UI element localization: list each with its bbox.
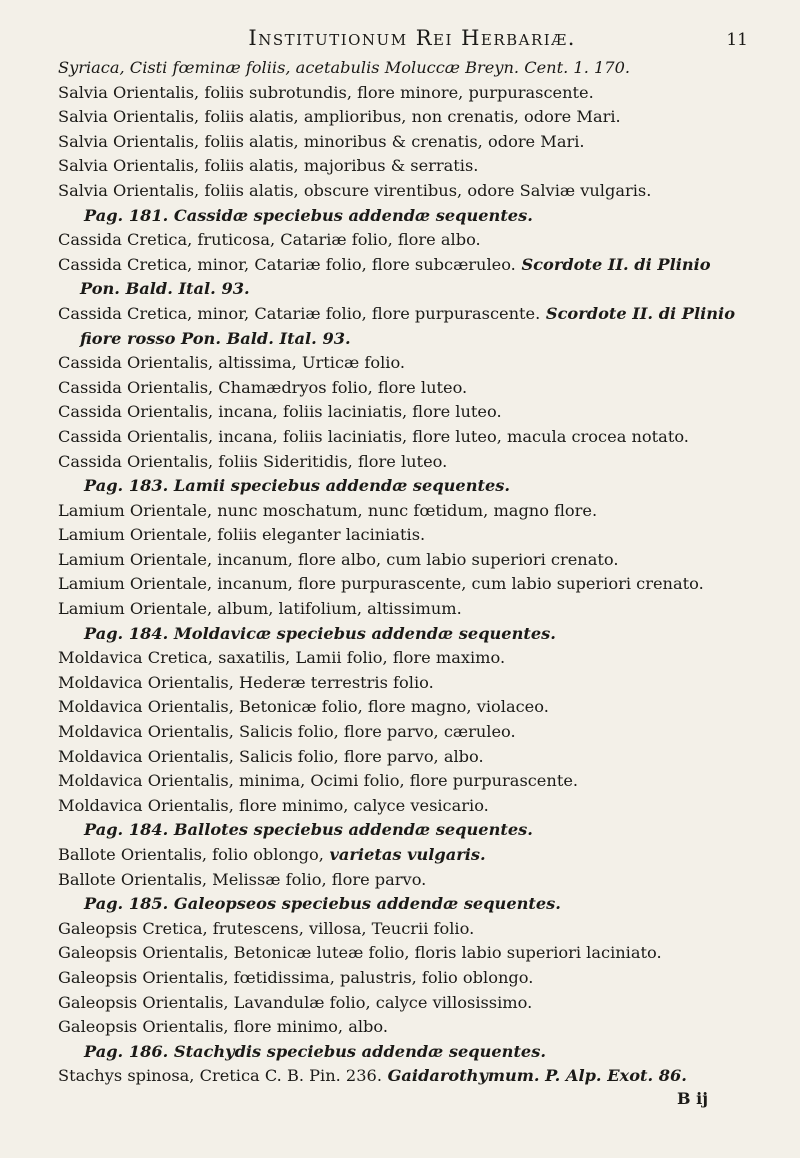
list-item [58, 81, 748, 106]
list-item [58, 794, 748, 819]
entry-text: Cassida Orientalis, Chamædryos folio, flore luteo. [58, 377, 468, 397]
list-item [58, 130, 748, 155]
entries-list [58, 56, 748, 1089]
entry-text: Moldavica Orientalis, Betonicæ folio, flore magno, violaceo. [58, 697, 549, 717]
list-item [58, 450, 748, 475]
list-item [58, 917, 748, 942]
entry-text: Lamium Orientale, nunc moschatum, nunc fœtidum, magno flore. [58, 500, 598, 520]
list-item [58, 351, 748, 376]
entry-text: Moldavica Orientalis, minima, Ocimi folio, flore purpurascente. [58, 771, 579, 791]
entry-text: Salvia Orientalis, foliis alatis, minoribus & crenatis, odore Mari. [58, 131, 585, 151]
running-head: Institutionum Rei Herbariæ. [248, 26, 576, 50]
entry-text: Cassida Orientalis, altissima, Urticæ folio. [58, 353, 406, 373]
list-item [58, 499, 748, 524]
entry-reference: Scordote II. di Plinio fiore rosso Pon. Bald. Ital. 93. [80, 303, 735, 348]
list-item [58, 548, 748, 573]
entry-text: Ballote Orientalis, folio oblongo, [58, 845, 324, 864]
entry-text: Galeopsis Cretica, frutescens, villosa, Teucrii folio. [58, 918, 475, 938]
list-item [58, 105, 748, 130]
entry-text: Pag. 186. Stachydis speciebus addendæ sequentes. [84, 1041, 546, 1061]
list-item [58, 966, 748, 991]
entry-text: Lamium Orientale, album, latifolium, altissimum. [58, 599, 462, 619]
signature-mark: B ij [677, 1088, 708, 1108]
entry-text: Salvia Orientalis, foliis alatis, obscure virentibus, odore Salviæ vulgaris. [58, 180, 652, 200]
page-number: 11 [726, 30, 748, 50]
list-item [58, 769, 748, 794]
section-heading [58, 474, 748, 499]
list-item [58, 671, 748, 696]
section-heading [58, 818, 748, 843]
list-item [58, 868, 748, 893]
entry-text: Moldavica Orientalis, Salicis folio, flore parvo, cæruleo. [58, 722, 516, 742]
section-heading [58, 1040, 748, 1065]
entry-text: Salvia Orientalis, foliis alatis, amplioribus, non crenatis, odore Mari. [58, 107, 621, 127]
entry-text: Cassida Cretica, minor, Catariæ folio, flore purpurascente. [58, 303, 541, 323]
list-item [58, 991, 748, 1016]
list-item [58, 941, 748, 966]
entry-text: Moldavica Orientalis, flore minimo, calyce vesicario. [58, 795, 489, 815]
list-item [58, 523, 748, 548]
list-item [58, 376, 748, 401]
entry-text: Cassida Cretica, minor, Catariæ folio, flore subcæruleo. [58, 254, 516, 274]
page-header [58, 26, 748, 50]
list-item [58, 179, 748, 204]
entry-text: Moldavica Cretica, saxatilis, Lamii folio, flore maximo. [58, 648, 506, 668]
entry-text: Pag. 185. Galeopseos speciebus addendæ sequentes. [84, 894, 561, 914]
entry-text: Cassida Cretica, fruticosa, Catariæ folio, flore albo. [58, 230, 481, 250]
list-item [58, 302, 748, 351]
entry-text: Stachys spinosa, Cretica C. B. Pin. 236. [58, 1066, 382, 1086]
entry-text: Galeopsis Orientalis, flore minimo, albo. [58, 1017, 389, 1037]
list-item [58, 400, 748, 425]
entry-text: Lamium Orientale, incanum, flore purpurascente, cum labio superiori crenato. [58, 574, 704, 594]
entry-reference: varietas vulgaris. [323, 845, 486, 864]
entry-text: Cassida Orientalis, incana, foliis laciniatis, flore luteo. [58, 402, 502, 422]
entry-text: Lamium Orientale, incanum, flore albo, cum labio superiori crenato. [58, 549, 619, 569]
list-item [58, 425, 748, 450]
entry-text: Pag. 184. Ballotes speciebus addendæ sequentes. [84, 820, 533, 840]
entry-reference: Scordote II. di Plinio Pon. Bald. Ital. 93. [80, 254, 711, 299]
list-item [58, 843, 748, 868]
list-item [58, 745, 748, 770]
entry-text: Lamium Orientale, foliis eleganter laciniatis. [58, 525, 426, 545]
entry-text: Moldavica Orientalis, Hederæ terrestris folio. [58, 672, 434, 692]
list-item [58, 1064, 748, 1089]
entry-text: Moldavica Orientalis, Salicis folio, flore parvo, albo. [58, 746, 484, 766]
list-item [58, 1015, 748, 1040]
section-heading [58, 892, 748, 917]
entry-text: Syriaca, Cisti fœminæ foliis, acetabulis Moluccæ Breyn. Cent. 1. 170. [58, 58, 631, 77]
list-item [58, 720, 748, 745]
entry-text: Salvia Orientalis, foliis alatis, majoribus & serratis. [58, 156, 479, 176]
list-item [58, 695, 748, 720]
entry-text: Cassida Orientalis, foliis Sideritidis, flore luteo. [58, 451, 448, 471]
entry-text: Cassida Orientalis, incana, foliis laciniatis, flore luteo, macula crocea notato. [58, 426, 689, 446]
section-heading [58, 204, 748, 229]
list-item [58, 253, 748, 302]
entry-text: Pag. 181. Cassidæ speciebus addendæ sequentes. [84, 205, 533, 225]
list-item [58, 597, 748, 622]
entry-text: Galeopsis Orientalis, Lavandulæ folio, calyce villosissimo. [58, 992, 533, 1012]
entry-text: Galeopsis Orientalis, fœtidissima, palustris, folio oblongo. [58, 967, 534, 987]
entry-reference: Gaidarothymum. P. Alp. Exot. 86. [381, 1066, 687, 1086]
entry-text: Pag. 183. Lamii speciebus addendæ sequentes. [84, 476, 511, 496]
list-item [58, 228, 748, 253]
entry-text: Salvia Orientalis, foliis subrotundis, flore minore, purpurascente. [58, 82, 594, 102]
section-heading [58, 622, 748, 647]
entry-text: Galeopsis Orientalis, Betonicæ luteæ folio, floris labio superiori laciniato. [58, 943, 662, 963]
entry-text: Ballote Orientalis, Melissæ folio, flore parvo. [58, 869, 427, 889]
list-item [58, 572, 748, 597]
list-item [58, 646, 748, 671]
entry-text: Pag. 184. Moldavicæ speciebus addendæ sequentes. [84, 623, 556, 643]
list-item [58, 154, 748, 179]
list-item [58, 56, 748, 81]
